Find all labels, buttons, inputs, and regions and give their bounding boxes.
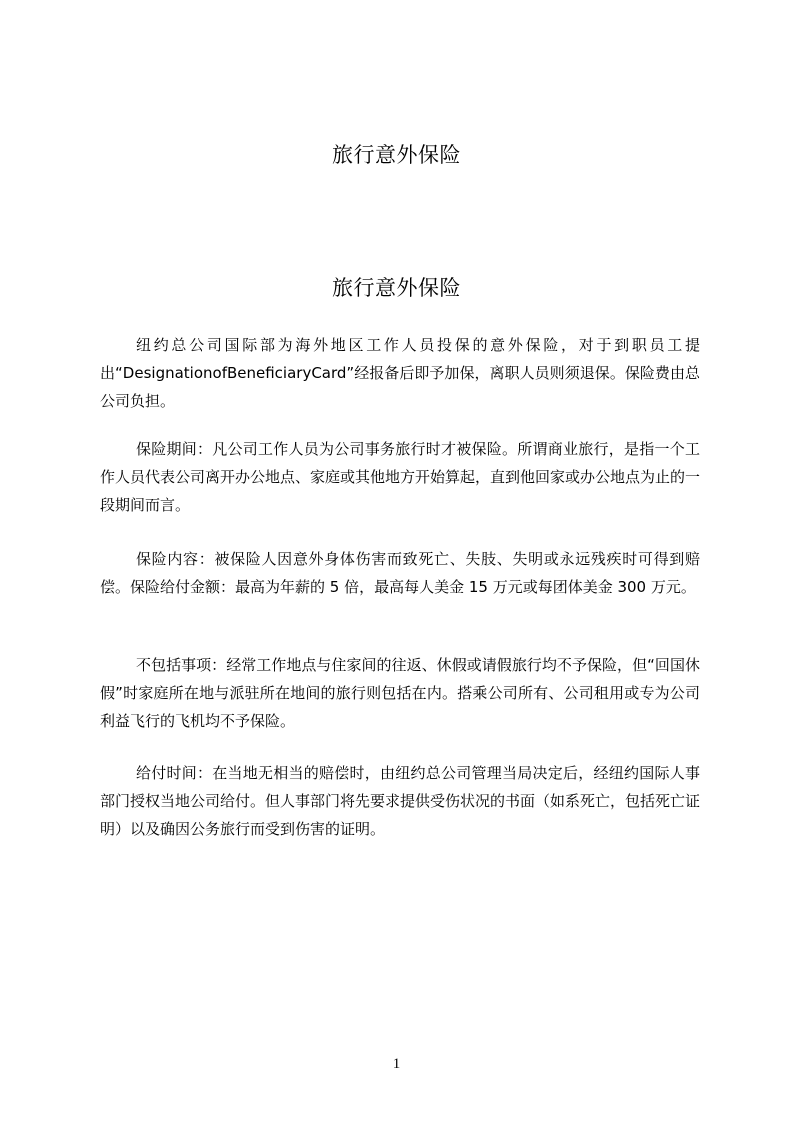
document-title: 旅行意外保险 — [332, 276, 461, 300]
document-header-title: 旅行意外保险 — [332, 143, 461, 167]
page-number: 1 — [392, 1056, 401, 1072]
paragraph-payment-time: 给付时间：在当地无相当的赔偿时，由纽约总公司管理当局决定后，经纽约国际人事部门授权当地公司给付。但人事部门将先要求提供受伤状况的书面（如系死亡，包括死亡证明）以及确因公务旅行而受到伤害的证明。 — [100, 764, 701, 838]
paragraph-insurance-coverage: 保险内容：被保险人因意外身体伤害而致死亡、失肢、失明或永远残疾时可得到赔偿。保险给付金额：最高为年薪的 5 倍，最高每人美金 15 万元或每团体美金 300 万元。 — [100, 550, 700, 596]
paragraph-introduction: 纽约总公司国际部为海外地区工作人员投保的意外保险，对于到职员工提出“DesignationofBeneficiaryCard”经报备后即予加保，离职人员则须退保。保险费由总公司负担。 — [100, 336, 700, 410]
paragraph-exclusions: 不包括事项：经常工作地点与住家间的往返、休假或请假旅行均不予保险，但“回国休假”时家庭所在地与派驻所在地间的旅行则包括在内。搭乘公司所有、公司租用或专为公司利益飞行的飞机均不予保险。 — [100, 656, 700, 730]
paragraph-insurance-period: 保险期间：凡公司工作人员为公司事务旅行时才被保险。所谓商业旅行，是指一个工作人员代表公司离开办公地点、家庭或其他地方开始算起，直到他回家或办公地点为止的一段期间而言。 — [100, 440, 701, 514]
